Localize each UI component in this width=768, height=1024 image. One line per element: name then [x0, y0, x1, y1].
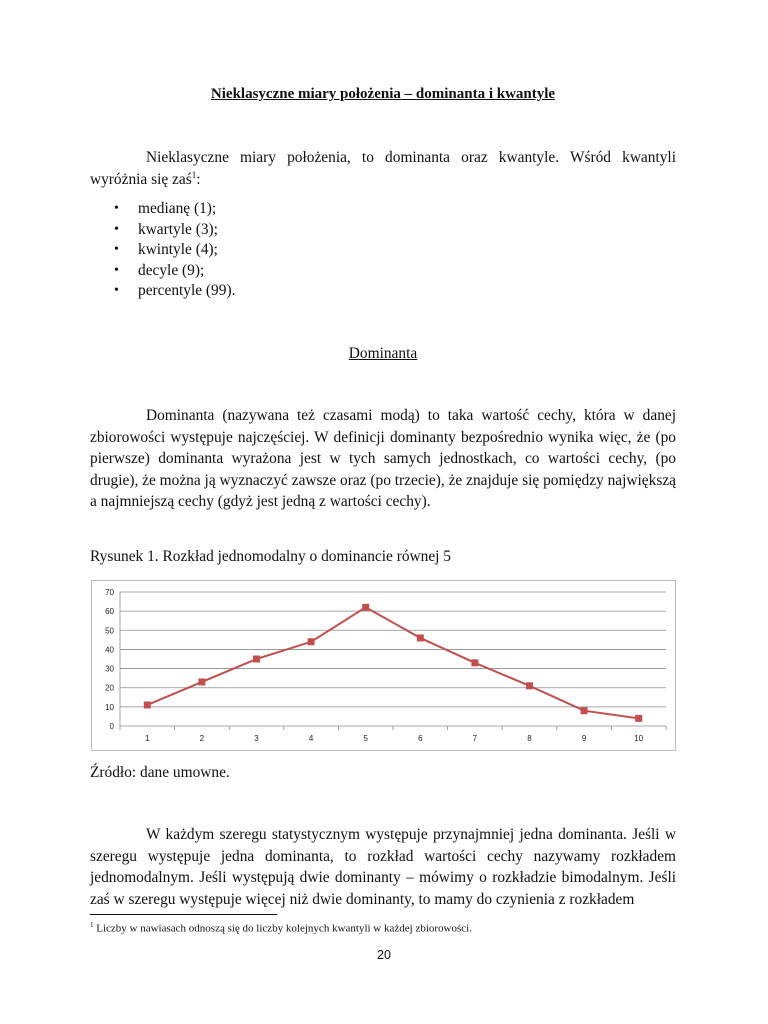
- list-item: [90, 220, 235, 241]
- series-line: [147, 607, 638, 718]
- data-point-marker: [144, 701, 151, 708]
- dominanta-paragraph: Dominanta (nazywana też czasami modą) to taka wartość cechy, która w danej zbiorowości występuje najczęściej. W definicji dominanty bezpośrednio wynika więc, że (po pierwsze) dominanta wyrażona jest w tych samych jednostkach, co wartości cechy, (po drugie), że można ją wyznaczyć zawsze oraz (po trzecie), że znajduje się pomiędzy największą a najmniejszą cechy (gdyż jest jedną z wartości cechy).: [90, 407, 676, 510]
- list-item: [90, 281, 235, 302]
- footnote: [90, 921, 472, 935]
- y-tick-label: 0: [109, 722, 114, 731]
- list-item: [90, 199, 235, 220]
- chart-canvas: [92, 581, 677, 752]
- data-point-marker: [362, 604, 369, 611]
- page-number: 20: [377, 948, 391, 962]
- source-note: Źródło: dane umowne.: [90, 764, 230, 781]
- bullet-icon: •: [114, 262, 119, 278]
- y-tick-label: 10: [105, 702, 114, 712]
- data-point-marker: [308, 638, 315, 645]
- data-point-marker: [635, 715, 642, 722]
- y-tick-label: 40: [105, 645, 114, 655]
- list-item: [90, 261, 235, 282]
- footnote-text: Liczby w nawiasach odnoszą się do liczby kolejnych kwantyli w każdej zbiorowości.: [93, 922, 472, 935]
- list-item-text: kwartyle (3);: [138, 220, 218, 238]
- x-tick-label: 4: [308, 734, 314, 743]
- x-tick-label: 7: [472, 734, 478, 743]
- x-tick-label: 9: [581, 734, 587, 743]
- x-tick-label: 3: [254, 734, 259, 743]
- x-tick-label: 1: [145, 734, 150, 743]
- closing-paragraph: W każdym szeregu statystycznym występuje przynajmniej jedna dominanta. Jeśli w szeregu występuje jedna dominanta, to rozkład wartości cechy nazywamy rozkładem jednomodalnym. Jeśli występują dwie dominanty – mówimy o rozkładzie bimodalnym. Jeśli zaś w szeregu występuje więcej niż dwie dominanty, to mamy do czynienia z rozkładem: [90, 826, 676, 908]
- data-point-marker: [471, 659, 478, 666]
- data-point-marker: [417, 634, 424, 641]
- figure-caption: Rysunek 1. Rozkład jednomodalny o dominancie równej 5: [90, 548, 451, 565]
- footnote-number: 1: [90, 921, 94, 929]
- list-item: [90, 240, 235, 261]
- x-tick-label: 2: [199, 734, 205, 743]
- x-tick-label: 5: [363, 734, 368, 743]
- data-point-marker: [253, 656, 260, 663]
- footnote-ref: 1: [191, 169, 197, 180]
- y-tick-label: 20: [105, 683, 114, 693]
- page-title: Nieklasyczne miary położenia – dominanta i kwantyle: [210, 86, 556, 102]
- data-point-marker: [526, 682, 533, 689]
- x-tick-label: 10: [634, 734, 644, 743]
- y-tick-label: 50: [105, 626, 114, 636]
- data-point-marker: [198, 678, 205, 685]
- quantile-list: [90, 199, 235, 302]
- list-item-text: decyle (9);: [138, 261, 205, 279]
- bullet-icon: •: [114, 283, 119, 299]
- bullet-icon: •: [114, 221, 119, 237]
- intro-colon: :: [196, 170, 201, 188]
- bullet-icon: •: [114, 242, 119, 258]
- y-tick-label: 60: [105, 607, 114, 617]
- y-tick-label: 30: [105, 664, 114, 674]
- intro-text: Nieklasyczne miary położenia, to dominanta oraz kwantyle. Wśród kwantyli wyróżnia się zaś: [90, 149, 676, 188]
- x-tick-label: 8: [527, 734, 532, 743]
- data-point-marker: [581, 707, 588, 714]
- intro-paragraph: [90, 147, 676, 190]
- section-heading: Dominanta: [348, 345, 418, 362]
- x-tick-label: 6: [418, 734, 423, 743]
- y-tick-label: 70: [105, 588, 114, 597]
- bullet-icon: •: [114, 201, 119, 216]
- list-item-text: percentyle (99).: [138, 282, 236, 300]
- line-chart: [91, 580, 676, 751]
- list-item-text: medianę (1);: [138, 200, 217, 217]
- footnote-separator: [90, 914, 277, 915]
- list-item-text: kwintyle (4);: [138, 241, 218, 259]
